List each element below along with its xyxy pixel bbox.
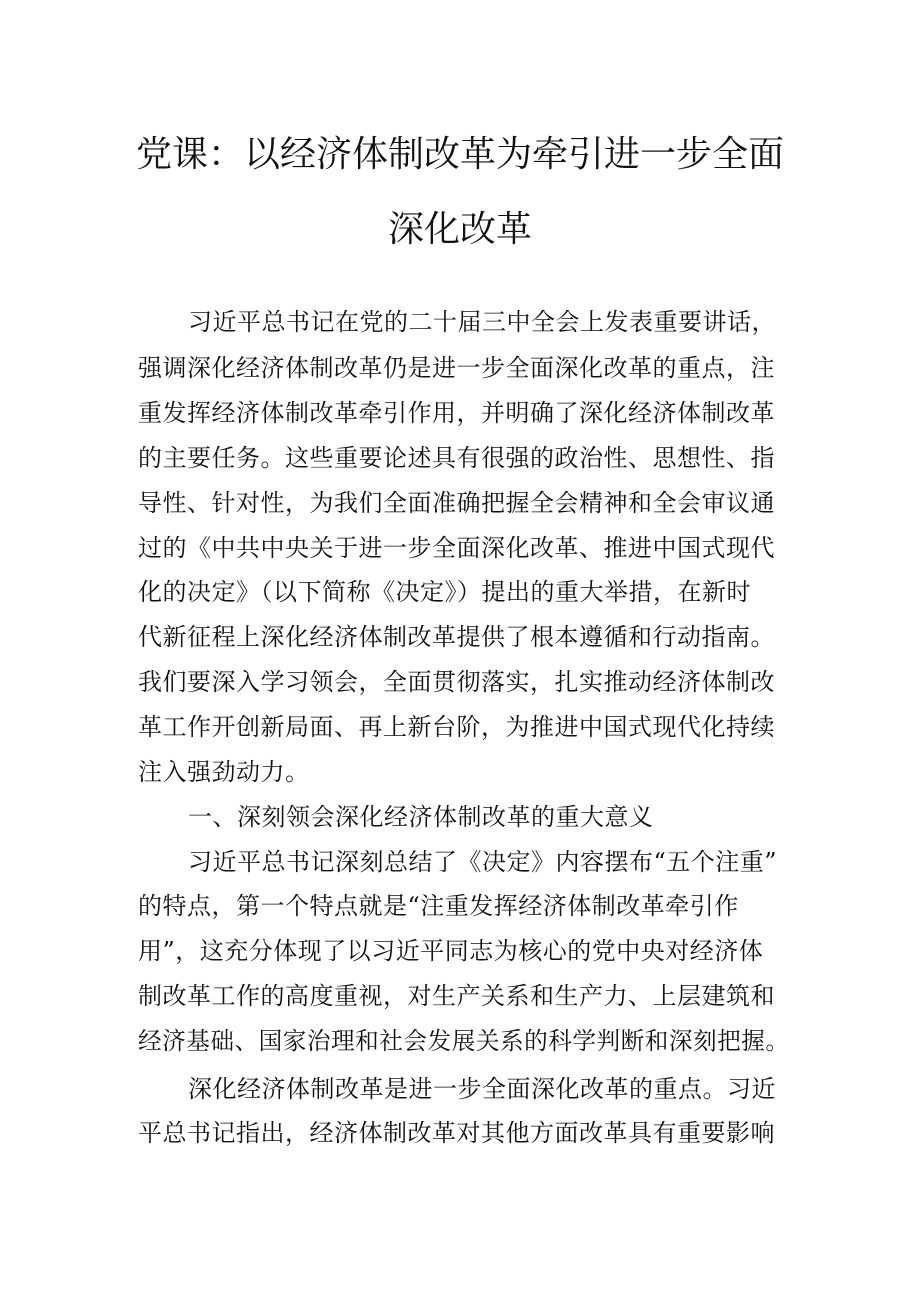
- paragraph-line: 的特点，第一个特点就是“注重发挥经济体制改革牵引作: [138, 892, 739, 920]
- paragraph-line: 重发挥经济体制改革牵引作用，并明确了深化经济体制改革: [138, 399, 775, 427]
- paragraph-line: 代新征程上深化经济体制改革提供了根本遵循和行动指南。: [138, 623, 775, 651]
- section-heading: 一、深刻领会深化经济体制改革的重大意义: [188, 803, 654, 831]
- paragraph-line: 化的决定》（以下简称《决定》）提出的重大举措，在新时: [138, 578, 751, 606]
- paragraph-line: 导性、针对性，为我们全面准确把握全会精神和全会审议通: [138, 489, 775, 517]
- paragraph-line: 习近平总书记在党的二十届三中全会上发表重要讲话，: [188, 308, 776, 336]
- paragraph-line: 的主要任务。这些重要论述具有很强的政治性、思想性、指: [138, 444, 775, 472]
- paragraph-line: 习近平总书记深刻总结了《决定》内容摆布“五个注重”: [188, 848, 778, 876]
- paragraph-line: 经济基础、国家治理和社会发展关系的科学判断和深刻把握。: [138, 1027, 790, 1055]
- paragraph-line: 革工作开创新局面、再上新台阶，为推进中国式现代化持续: [138, 713, 775, 741]
- paragraph-line: 我们要深入学习领会，全面贯彻落实，扎实推动经济体制改: [138, 668, 775, 696]
- paragraph-line: 用”，这充分体现了以习近平同志为核心的党中央对经济体: [138, 937, 764, 965]
- document-title-line-2: 深化改革: [387, 209, 532, 250]
- paragraph-line: 强调深化经济体制改革仍是进一步全面深化改革的重点，注: [138, 354, 775, 382]
- paragraph-line: 过的《中共中央关于进一步全面深化改革、推进中国式现代: [138, 534, 775, 562]
- paragraph-line: 深化经济体制改革是进一步全面深化改革的重点。习近: [188, 1075, 776, 1103]
- document-title-line-1: 党课：以经济体制改革为牵引进一步全面: [135, 134, 784, 175]
- paragraph-line: 制改革工作的高度重视，对生产关系和生产力、上层建筑和: [138, 982, 775, 1010]
- paragraph-line: 注入强劲动力。: [138, 758, 310, 786]
- paragraph-line: 平总书记指出，经济体制改革对其他方面改革具有重要影响: [138, 1119, 775, 1147]
